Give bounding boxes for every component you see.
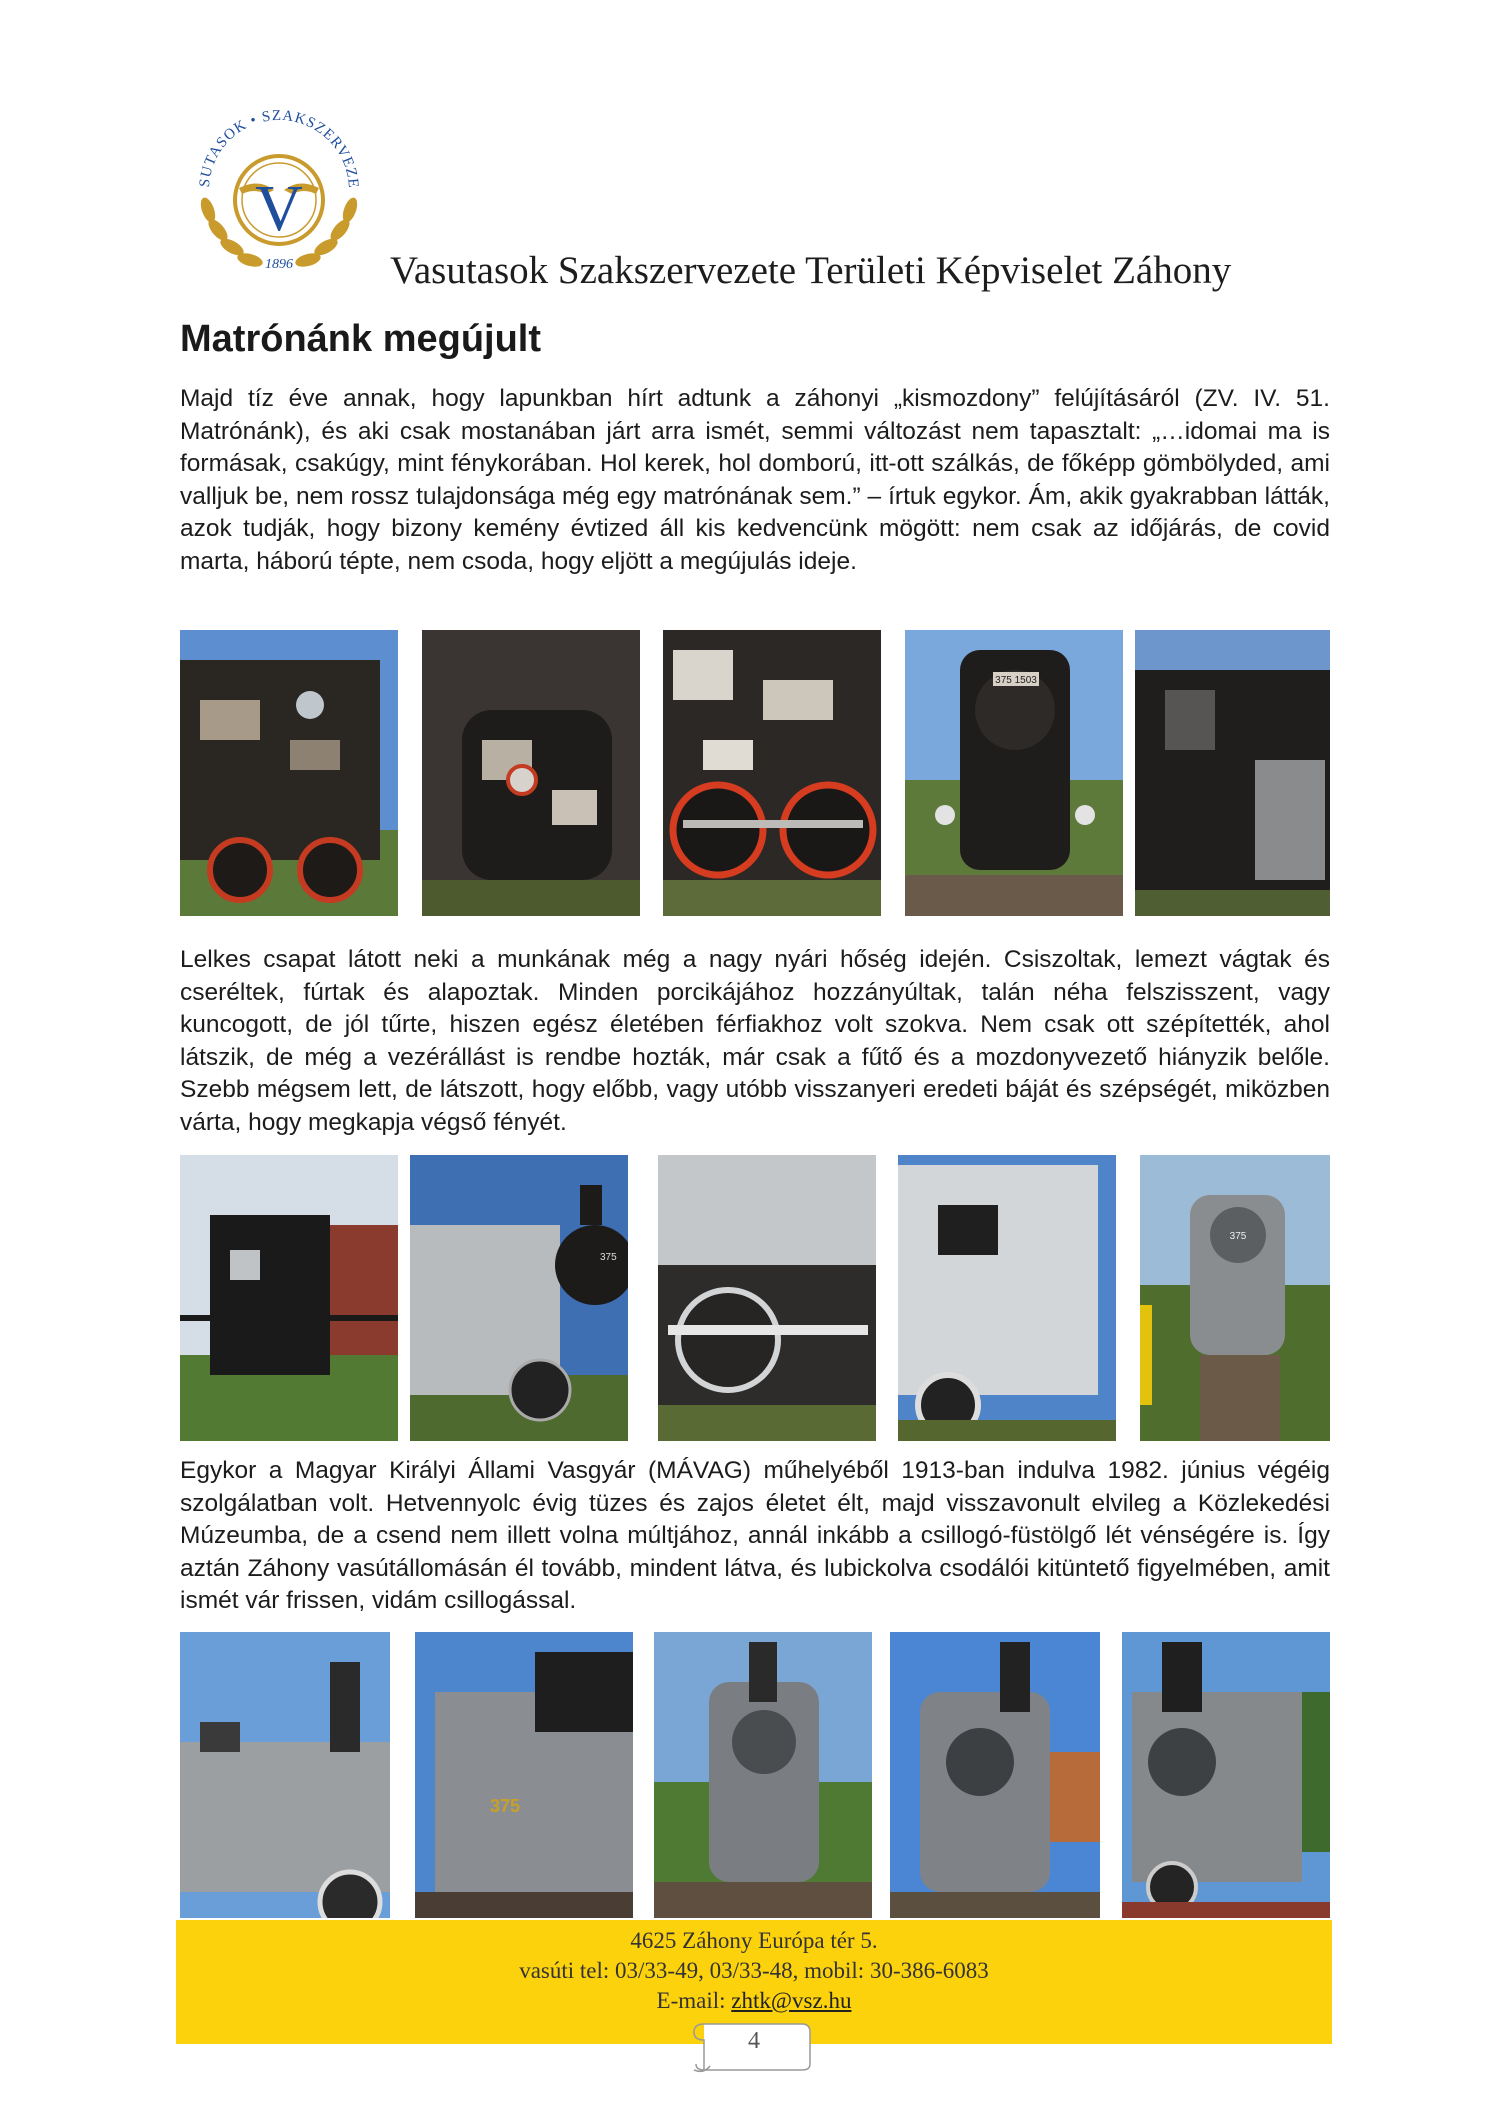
photo-weathered-side — [1135, 630, 1330, 916]
svg-text:375: 375 — [490, 1796, 521, 1816]
photo-primed-wheels — [658, 1155, 876, 1441]
photo-weathered-wheels — [663, 630, 881, 916]
footer-phones: vasúti tel: 03/33-49, 03/33-48, mobil: 30-386-6083 — [519, 1958, 989, 1983]
photo-primed-front-three-quarter — [410, 1155, 628, 1441]
photo-weathered-cab — [180, 630, 398, 916]
svg-text:VASUTASOK • SZAKSZERVEZETE: SUTASOK • SZAKSZERVEZE — [196, 107, 362, 190]
photo-restored-side — [180, 1632, 390, 1918]
photo-row-primed — [180, 1155, 1330, 1441]
footer-email-link[interactable]: zhtk@vsz.hu — [731, 1988, 852, 2013]
photo-restored-front — [654, 1632, 872, 1918]
svg-text:375: 375 — [1229, 1231, 1247, 1242]
article-headline: Matrónánk megújult — [180, 318, 542, 360]
photo-row-restored — [180, 1632, 1330, 1918]
page-number-text: 4 — [748, 2028, 760, 2054]
article-paragraph-3: Egykor a Magyar Királyi Állami Vasgyár (MÁVAG) műhelyéből 1913-ban indulva 1982. június végéig szolgálatban volt. Hetvennyolc évig tüzes és zajos életet élt, majd visszavonult elvileg a Közlekedési Múzeumba, de a csend nem illett volna múltjához, annál inkább a csillogó-füstölgő lét vénségére is. Így aztán Záhony vasútállomásán él tovább, mindent látva, és lubickolva csodálói kitüntető figyelmében, amit ismét vár frissen, vidám csillogással. — [180, 1457, 1330, 1614]
svg-text:V: V — [255, 172, 303, 245]
svg-text:1896: 1896 — [265, 257, 293, 272]
photo-primed-rear — [180, 1155, 398, 1441]
photo-weathered-cylinder — [422, 630, 640, 916]
photo-row-before — [180, 630, 1330, 916]
page-number — [690, 2018, 818, 2074]
svg-text:375 1503: 375 1503 — [995, 675, 1037, 686]
footer-email-line — [176, 1986, 1332, 2016]
union-logo — [184, 90, 374, 280]
article-paragraph-1: Majd tíz éve annak, hogy lapunkban hírt adtunk a záhonyi „kismozdony” felújításáról (ZV. IV. 51. Matrónánk), és aki csak mostanában járt arra ismét, semmi változást nem tapasztalt: „…idomai ma is formásak, csakúgy, mint fénykorában. Hol kerek, hol domború, itt-ott szálkás, de főképp gömbölyded, ami valljuk be, nem rossz tulajdonsága még egy matrónának sem.” – írtuk egykor. Ám, akik gyakrabban látták, azok tudják, hogy bizony kemény évtized áll kis kedvencünk mögött: nem csak az időjárás, de covid marta, háború tépte, nem csoda, hogy eljött a megújulás ideje. — [180, 385, 1330, 575]
photo-primed-cab — [898, 1155, 1116, 1441]
photo-restored-front-angle — [890, 1632, 1100, 1918]
footer-email-label: E-mail: — [656, 1988, 732, 2013]
svg-text:375: 375 — [600, 1252, 617, 1263]
footer-address: 4625 Záhony Európa tér 5. — [630, 1928, 878, 1953]
photo-restored-cab — [415, 1632, 633, 1918]
photo-restored-three-quarter — [1122, 1632, 1330, 1918]
photo-weathered-front — [905, 630, 1123, 916]
photo-primed-front — [1140, 1155, 1330, 1441]
article-paragraph-2: Lelkes csapat látott neki a munkának még a nagy nyári hőség idején. Csiszoltak, lemezt vágtak és cseréltek, fúrtak és alapoztak. Minden porcikájához hozzányúltak, talán néha felszisszent, vagy kuncogott, de jól tűrte, hiszen egész életében férfiakhoz volt szokva. Nem csak ott szépítették, ahol látszik, de még a vezérállást is rendbe hozták, már csak a fűtő és a mozdonyvezető hiányzik belőle. Szebb mégsem lett, de látszott, hogy előbb, vagy utóbb visszanyeri eredeti báját és szépségét, miközben várta, hogy megkapja végső fényét. — [180, 946, 1330, 1136]
organization-title: Vasutasok Szakszervezete Területi Képviselet Záhony — [390, 249, 1232, 292]
